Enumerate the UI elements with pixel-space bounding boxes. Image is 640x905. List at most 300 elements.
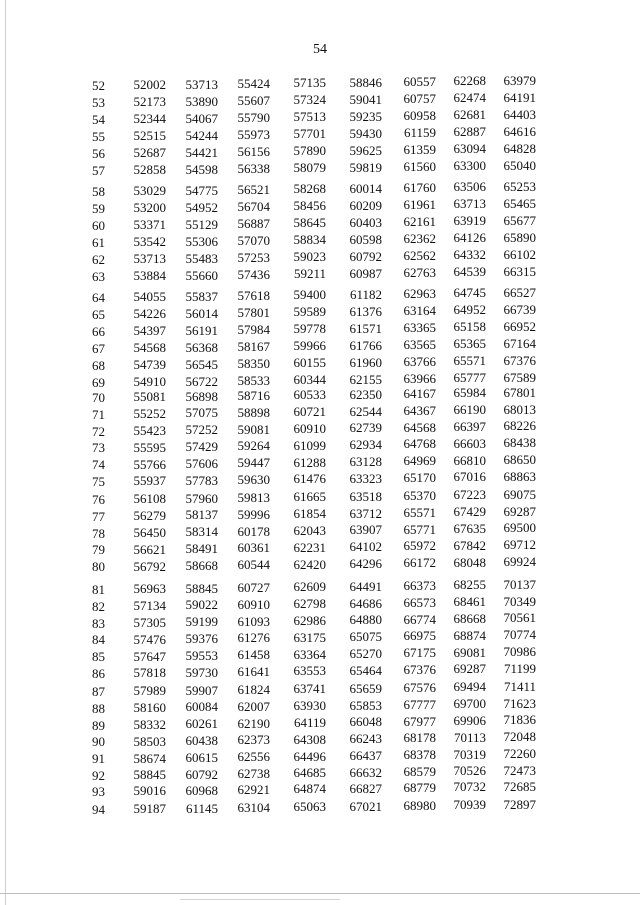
- table-cell: 67175: [403, 645, 436, 661]
- table-cell: 67021: [349, 798, 382, 814]
- table-cell: 65075: [349, 629, 382, 645]
- table-cell: 55837: [185, 288, 218, 304]
- table-cell: 67589: [503, 369, 536, 385]
- table-cell: 59819: [349, 159, 382, 175]
- table-cell: 64828: [503, 140, 536, 156]
- table-cell: 63565: [403, 337, 436, 353]
- table-cell: 68048: [453, 554, 486, 570]
- row-index: 83: [92, 615, 105, 631]
- table-cell: 58332: [133, 716, 166, 732]
- table-cell: 65253: [503, 178, 536, 194]
- table-cell: 60344: [293, 372, 326, 388]
- table-cell: 58716: [237, 388, 270, 404]
- table-cell: 67376: [503, 352, 536, 368]
- table-cell: 63766: [403, 354, 436, 370]
- table-cell: 60261: [185, 716, 218, 732]
- table-cell: 62362: [403, 231, 436, 247]
- table-cell: 67777: [403, 696, 436, 712]
- table-cell: 54055: [133, 289, 166, 305]
- table-row: [0, 229, 640, 250]
- table-cell: 59730: [185, 664, 218, 680]
- table-cell: 65853: [349, 697, 382, 713]
- table-cell: 66048: [349, 714, 382, 730]
- table-cell: 59400: [293, 287, 326, 303]
- table-cell: 58503: [133, 733, 166, 749]
- table-cell: 65270: [349, 645, 382, 661]
- table-row: [0, 644, 640, 665]
- table-cell: 66190: [453, 402, 486, 418]
- row-index: 59: [92, 201, 105, 216]
- table-cell: 58845: [185, 580, 218, 596]
- table-cell: 59625: [349, 142, 382, 158]
- table-cell: 55306: [185, 233, 218, 249]
- table-cell: 70349: [503, 593, 536, 609]
- table-cell: 67635: [453, 521, 486, 537]
- table-cell: 58834: [293, 232, 326, 248]
- table-cell: 60155: [293, 355, 326, 371]
- table-cell: 61359: [403, 142, 436, 158]
- table-cell: 61159: [403, 125, 436, 141]
- row-index: 60: [92, 218, 105, 233]
- table-row: [0, 435, 640, 456]
- table-cell: 68980: [403, 798, 436, 814]
- table-cell: 58268: [293, 181, 326, 197]
- table-cell: 66603: [453, 435, 486, 451]
- table-cell: 68255: [453, 577, 486, 593]
- table-cell: 59081: [237, 421, 270, 437]
- table-cell: 60615: [185, 749, 218, 765]
- table-cell: 53884: [133, 268, 166, 284]
- table-cell: 66243: [349, 731, 382, 747]
- table-row: [0, 140, 640, 161]
- table-cell: 64491: [349, 578, 382, 594]
- table-cell: 57818: [133, 665, 166, 681]
- table-row: [0, 123, 640, 144]
- table-cell: 71623: [503, 695, 536, 711]
- table-cell: 53371: [133, 217, 166, 233]
- table-row: [0, 796, 640, 817]
- table-cell: 68779: [403, 780, 436, 796]
- table-cell: 64969: [403, 453, 436, 469]
- table-row: [0, 660, 640, 681]
- row-index: 92: [92, 768, 105, 783]
- table-cell: 57436: [237, 267, 270, 283]
- table-cell: 66827: [349, 780, 382, 796]
- row-index: 69: [92, 375, 105, 390]
- table-cell: 64685: [293, 765, 326, 781]
- table-cell: 63506: [453, 179, 486, 195]
- table-cell: 66573: [403, 594, 436, 610]
- table-cell: 57783: [185, 472, 218, 488]
- table-cell: 53713: [185, 76, 218, 92]
- table-row: [0, 72, 640, 93]
- page-number: 54: [313, 42, 327, 57]
- row-index: 76: [92, 492, 105, 507]
- table-cell: 57253: [237, 250, 270, 266]
- table-cell: 56279: [133, 508, 166, 524]
- table-cell: 61458: [237, 647, 270, 663]
- table-cell: 59187: [133, 801, 166, 817]
- table-cell: 71199: [503, 660, 536, 676]
- table-cell: 65464: [349, 662, 382, 678]
- scan-bottom-line: [0, 893, 640, 894]
- table-cell: 65659: [349, 680, 382, 696]
- table-cell: 56338: [237, 161, 270, 177]
- table-cell: 57135: [293, 75, 326, 91]
- table-cell: 72473: [503, 762, 536, 778]
- table-cell: 54952: [185, 199, 218, 215]
- table-cell: 66373: [403, 578, 436, 594]
- table-cell: 65571: [403, 504, 436, 520]
- table-cell: 65777: [453, 370, 486, 386]
- table-row: [0, 195, 640, 216]
- table-cell: 61961: [403, 197, 436, 213]
- table-cell: 60403: [349, 214, 382, 230]
- table-cell: 56722: [185, 373, 218, 389]
- table-cell: 53029: [133, 183, 166, 199]
- table-cell: 65677: [503, 212, 536, 228]
- table-cell: 63104: [237, 800, 270, 816]
- table-cell: 63907: [349, 522, 382, 538]
- table-cell: 60557: [403, 74, 436, 90]
- table-cell: 55790: [237, 110, 270, 126]
- table-cell: 60598: [349, 231, 382, 247]
- row-index: 90: [92, 734, 105, 750]
- table-cell: 57606: [185, 455, 218, 471]
- row-index: 71: [92, 406, 105, 422]
- table-cell: 54568: [133, 340, 166, 356]
- table-cell: 63518: [349, 488, 382, 504]
- table-cell: 68013: [503, 401, 536, 417]
- table-row: [0, 695, 640, 716]
- table-cell: 60792: [185, 766, 218, 782]
- table-row: [0, 157, 640, 178]
- table-cell: 61760: [403, 180, 436, 196]
- table-cell: 66739: [503, 301, 536, 317]
- table-cell: 52002: [133, 77, 166, 93]
- table-cell: 62350: [349, 386, 382, 402]
- table-row: [0, 335, 640, 356]
- table-cell: 56521: [237, 182, 270, 198]
- table-cell: 62373: [237, 732, 270, 748]
- table-cell: 65984: [453, 385, 486, 401]
- row-index: 75: [92, 474, 105, 489]
- table-cell: 58079: [293, 160, 326, 176]
- table-cell: 56545: [185, 356, 218, 372]
- table-row: [0, 486, 640, 507]
- table-cell: 62562: [403, 248, 436, 264]
- table-cell: 64539: [453, 264, 486, 280]
- table-cell: 70137: [503, 576, 536, 592]
- table-cell: 64568: [403, 419, 436, 435]
- table-cell: 58167: [237, 339, 270, 355]
- table-row: [0, 627, 640, 648]
- table-row: [0, 212, 640, 233]
- table-cell: 60987: [349, 265, 382, 281]
- table-cell: 59907: [185, 682, 218, 698]
- table-cell: 69500: [503, 520, 536, 536]
- row-index: 78: [92, 525, 105, 541]
- table-cell: 56368: [185, 339, 218, 355]
- scan-bottom-line-faint: [180, 899, 340, 900]
- table-cell: 56450: [133, 524, 166, 540]
- table-cell: 65170: [403, 470, 436, 486]
- table-cell: 61145: [185, 800, 218, 816]
- table-cell: 57647: [133, 648, 166, 664]
- table-cell: 69287: [503, 503, 536, 519]
- table-cell: 56156: [237, 144, 270, 160]
- table-cell: 64496: [293, 748, 326, 764]
- table-row: [0, 520, 640, 541]
- table-cell: 61571: [349, 320, 382, 336]
- table-cell: 69081: [453, 644, 486, 660]
- table-cell: 66810: [453, 452, 486, 468]
- table-cell: 53890: [185, 93, 218, 109]
- table-cell: 63713: [453, 196, 486, 212]
- row-index: 57: [92, 163, 105, 178]
- table-cell: 61766: [349, 337, 382, 353]
- table-cell: 69494: [453, 679, 486, 695]
- table-row: [0, 554, 640, 575]
- table-cell: 64308: [293, 731, 326, 747]
- row-index: 81: [92, 582, 105, 597]
- table-cell: 64686: [349, 595, 382, 611]
- table-cell: 56108: [133, 491, 166, 507]
- row-index: 68: [92, 358, 105, 373]
- table-cell: 55973: [237, 127, 270, 143]
- table-row: [0, 537, 640, 558]
- row-index: 72: [92, 423, 105, 439]
- table-cell: 57075: [185, 405, 218, 421]
- table-row: [0, 678, 640, 699]
- table-cell: 60968: [185, 782, 218, 798]
- table-cell: 60792: [349, 248, 382, 264]
- table-row: [0, 576, 640, 597]
- table-cell: 63919: [453, 213, 486, 229]
- table-cell: 64403: [503, 106, 536, 122]
- table-cell: 59264: [237, 438, 270, 454]
- table-cell: 65370: [403, 488, 436, 504]
- table-cell: 70319: [453, 746, 486, 762]
- table-cell: 59235: [349, 108, 382, 124]
- row-index: 52: [92, 78, 105, 93]
- table-cell: 61276: [237, 630, 270, 646]
- table-cell: 59023: [293, 249, 326, 265]
- table-cell: 59430: [349, 125, 382, 141]
- table-cell: 57252: [185, 422, 218, 438]
- table-cell: 69700: [453, 696, 486, 712]
- table-cell: 62007: [237, 698, 270, 714]
- table-cell: 67016: [453, 469, 486, 485]
- table-row: [0, 762, 640, 783]
- table-cell: 72048: [503, 729, 536, 745]
- table-cell: 62556: [237, 749, 270, 765]
- table-cell: 54244: [185, 127, 218, 143]
- table-cell: 61376: [349, 303, 382, 319]
- table-cell: 69287: [453, 661, 486, 677]
- table-cell: 64616: [503, 123, 536, 139]
- table-cell: 62268: [453, 73, 486, 89]
- table-cell: 64167: [403, 386, 436, 402]
- table-cell: 57429: [185, 439, 218, 455]
- table-cell: 71836: [503, 712, 536, 728]
- table-cell: 60361: [237, 540, 270, 556]
- table-cell: 65972: [403, 538, 436, 554]
- table-cell: 66952: [503, 318, 536, 334]
- table-cell: 53542: [133, 234, 166, 250]
- row-index: 58: [92, 184, 105, 199]
- table-cell: 55423: [133, 422, 166, 438]
- table-cell: 57960: [185, 490, 218, 506]
- table-cell: 62190: [237, 715, 270, 731]
- table-cell: 54226: [133, 306, 166, 322]
- table-cell: 67376: [403, 662, 436, 678]
- table-cell: 62739: [349, 420, 382, 436]
- table-cell: 59376: [185, 631, 218, 647]
- table-cell: 63175: [293, 629, 326, 645]
- table-cell: 57134: [133, 598, 166, 614]
- table-cell: 59630: [237, 472, 270, 488]
- table-cell: 62420: [293, 556, 326, 572]
- table-cell: 64119: [293, 714, 326, 730]
- row-index: 70: [92, 390, 105, 405]
- table-cell: 61476: [293, 471, 326, 487]
- table-cell: 65158: [453, 319, 486, 335]
- row-index: 79: [92, 542, 105, 558]
- table-cell: 70986: [503, 644, 536, 659]
- table-cell: 58456: [293, 198, 326, 214]
- table-cell: 68668: [453, 611, 486, 627]
- table-cell: 70939: [453, 797, 486, 813]
- table-cell: 58845: [133, 767, 166, 783]
- table-cell: 65771: [403, 521, 436, 537]
- table-cell: 58160: [133, 700, 166, 716]
- table-cell: 62921: [237, 782, 270, 798]
- table-cell: 56704: [237, 199, 270, 215]
- row-index: 93: [92, 784, 105, 799]
- table-cell: 61665: [293, 489, 326, 505]
- row-index: 54: [92, 112, 105, 127]
- table-cell: 62763: [403, 265, 436, 281]
- table-cell: 58314: [185, 524, 218, 540]
- table-cell: 70774: [503, 627, 536, 643]
- row-index: 87: [92, 684, 105, 699]
- row-index: 55: [92, 129, 105, 144]
- table-cell: 67842: [453, 537, 486, 553]
- row-index: 56: [92, 146, 105, 161]
- table-row: [0, 468, 640, 489]
- table-cell: 63323: [349, 470, 382, 486]
- table-cell: 69924: [503, 554, 536, 569]
- table-cell: 59966: [293, 338, 326, 354]
- table-cell: 59553: [185, 647, 218, 663]
- table-cell: 62609: [293, 579, 326, 595]
- table-cell: 62738: [237, 766, 270, 782]
- table-cell: 59022: [185, 597, 218, 613]
- table-cell: 61854: [293, 506, 326, 522]
- table-cell: 62986: [293, 612, 326, 628]
- table-cell: 64952: [453, 302, 486, 318]
- table-cell: 58668: [185, 557, 218, 573]
- row-index: 80: [92, 559, 105, 575]
- table-cell: 64126: [453, 230, 486, 246]
- row-index: 73: [92, 440, 105, 456]
- row-index: 61: [92, 235, 105, 250]
- row-index: 53: [92, 95, 105, 110]
- table-cell: 54775: [185, 182, 218, 198]
- table-cell: 67164: [503, 335, 536, 351]
- table-cell: 58533: [237, 373, 270, 389]
- table-cell: 52687: [133, 145, 166, 161]
- table-cell: 62887: [453, 124, 486, 140]
- table-row: [0, 746, 640, 767]
- table-cell: 60533: [293, 387, 326, 403]
- table-cell: 59589: [293, 304, 326, 320]
- table-cell: 61182: [349, 286, 382, 302]
- table-cell: 67977: [403, 713, 436, 729]
- table-cell: 66172: [403, 555, 436, 571]
- table-cell: 58846: [349, 74, 382, 90]
- table-cell: 66975: [403, 628, 436, 644]
- table-cell: 65571: [453, 353, 486, 369]
- table-cell: 67429: [453, 504, 486, 520]
- table-cell: 59813: [237, 490, 270, 506]
- table-cell: 59041: [349, 91, 382, 107]
- table-cell: 64296: [349, 555, 382, 571]
- table-cell: 57070: [237, 233, 270, 249]
- table-cell: 63712: [349, 505, 382, 521]
- table-cell: 68178: [403, 730, 436, 746]
- table-cell: 55424: [237, 76, 270, 92]
- row-index: 84: [92, 632, 105, 648]
- table-cell: 62798: [293, 596, 326, 612]
- table-cell: 54397: [133, 323, 166, 339]
- table-cell: 54598: [185, 161, 218, 177]
- row-index: 86: [92, 666, 105, 681]
- table-cell: 68579: [403, 764, 436, 780]
- row-index: 64: [92, 290, 105, 305]
- row-index: 94: [92, 802, 105, 817]
- table-row: [0, 284, 640, 305]
- table-cell: 59996: [237, 506, 270, 522]
- table-cell: 59016: [133, 783, 166, 799]
- table-cell: 64102: [349, 539, 382, 555]
- table-cell: 66397: [453, 419, 486, 435]
- table-cell: 65365: [453, 336, 486, 352]
- row-index: 67: [92, 341, 105, 356]
- table-cell: 59211: [293, 266, 326, 282]
- table-cell: 62681: [453, 107, 486, 123]
- table-cell: 56963: [133, 581, 166, 597]
- table-cell: 65465: [503, 195, 536, 211]
- row-index: 63: [92, 269, 105, 284]
- table-cell: 66315: [503, 263, 536, 279]
- table-cell: 57989: [133, 683, 166, 699]
- table-cell: 65040: [503, 157, 536, 173]
- table-cell: 63364: [293, 646, 326, 662]
- table-cell: 67576: [403, 680, 436, 696]
- table-cell: 59447: [237, 455, 270, 471]
- table-cell: 63128: [349, 453, 382, 469]
- table-cell: 60910: [293, 420, 326, 436]
- table-cell: 52515: [133, 128, 166, 144]
- table-cell: 52858: [133, 162, 166, 178]
- row-index: 62: [92, 252, 105, 267]
- table-cell: 62934: [349, 437, 382, 453]
- table-cell: 60084: [185, 699, 218, 715]
- table-cell: 57890: [293, 143, 326, 159]
- table-cell: 69075: [503, 486, 536, 502]
